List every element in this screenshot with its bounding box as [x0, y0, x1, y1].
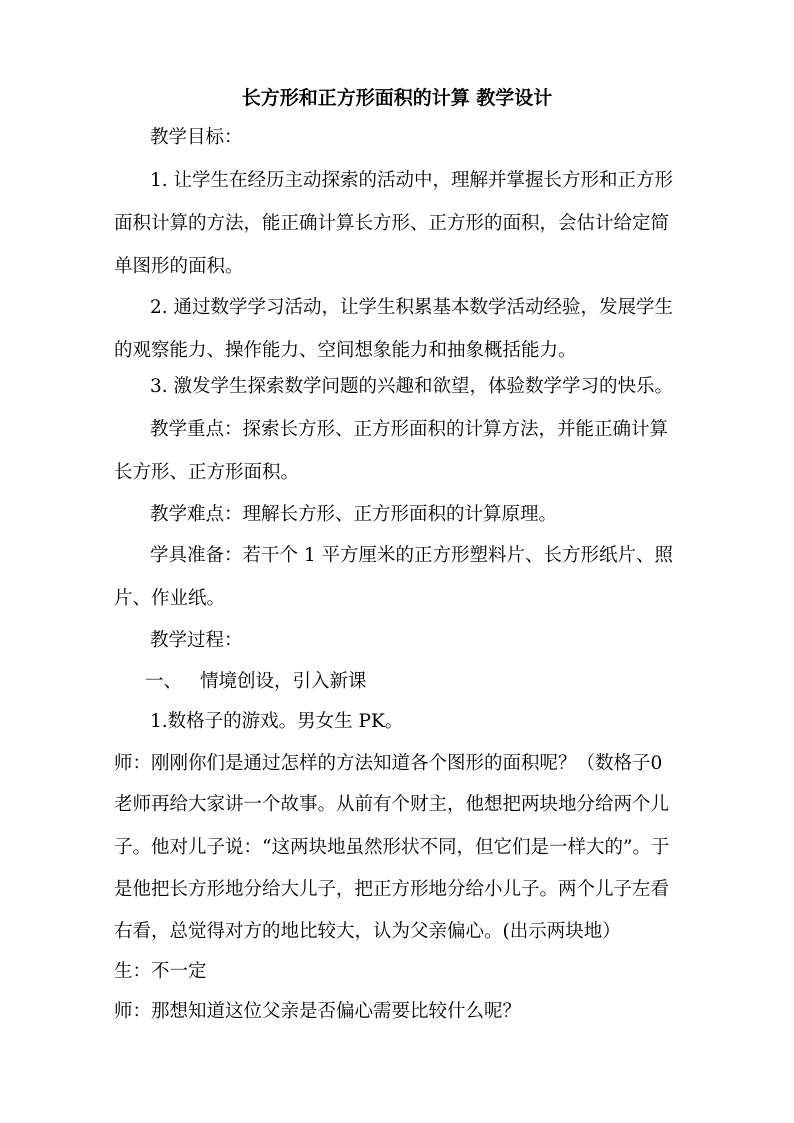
goal3-line1: 3. 激发学生探索数学问题的兴趣和欲望，体验数学学习的快乐。 — [150, 376, 674, 397]
document-title: 长方形和正方形面积的计算 教学设计 — [241, 87, 553, 109]
story-line3: 是他把长方形地分给大儿子，把正方形地分给小儿子。两个儿子左看 — [114, 879, 670, 900]
section1-title: 情境创设，引入新课 — [200, 671, 367, 692]
process-heading: 教学过程： — [150, 630, 243, 651]
student-line1: 生：不一定 — [114, 961, 207, 982]
difficulty-line1: 教学难点：理解长方形、正方形面积的计算原理。 — [150, 504, 558, 525]
activity1-line: 1.数格子的游戏。男女生 PK。 — [150, 711, 404, 732]
story-line1: 老师再给大家讲一个故事。从前有个财主，他想把两块地分给两个儿 — [114, 794, 670, 815]
story-line4: 右看，总觉得对方的地比较大，认为父亲偏心。(出示两块地） — [114, 921, 621, 942]
materials-line1: 学具准备：若干个 1 平方厘米的正方形塑料片、长方形纸片、照 — [150, 545, 674, 566]
teacher-line1: 师：刚刚你们是通过怎样的方法知道各个图形的面积呢？（数格子0 — [114, 753, 663, 774]
goal1-line2: 面积计算的方法，能正确计算长方形、正方形的面积，会估计给定简 — [114, 213, 670, 234]
goals-heading: 教学目标： — [150, 127, 243, 148]
key-point-line2: 长方形、正方形面积。 — [114, 462, 300, 483]
materials-line2: 片、作业纸。 — [114, 588, 226, 609]
goal2-line2: 的观察能力、操作能力、空间想象能力和抽象概括能力。 — [114, 340, 577, 361]
goal1-line1: 1. 让学生在经历主动探索的活动中，理解并掌握长方形和正方形 — [150, 170, 674, 191]
goal2-line1: 2. 通过数学学习活动，让学生积累基本数学活动经验，发展学生 — [150, 297, 674, 318]
section1-number: 一、 — [145, 671, 183, 692]
key-point-line1: 教学重点：探索长方形、正方形面积的计算方法，并能正确计算 — [150, 419, 669, 440]
teacher-line2: 师：那想知道这位父亲是否偏心需要比较什么呢？ — [114, 1001, 522, 1022]
goal1-line3: 单图形的面积。 — [114, 256, 244, 277]
story-line2: 子。他对儿子说：“这两块地虽然形状不同，但它们是一样大的”。于 — [114, 837, 670, 858]
